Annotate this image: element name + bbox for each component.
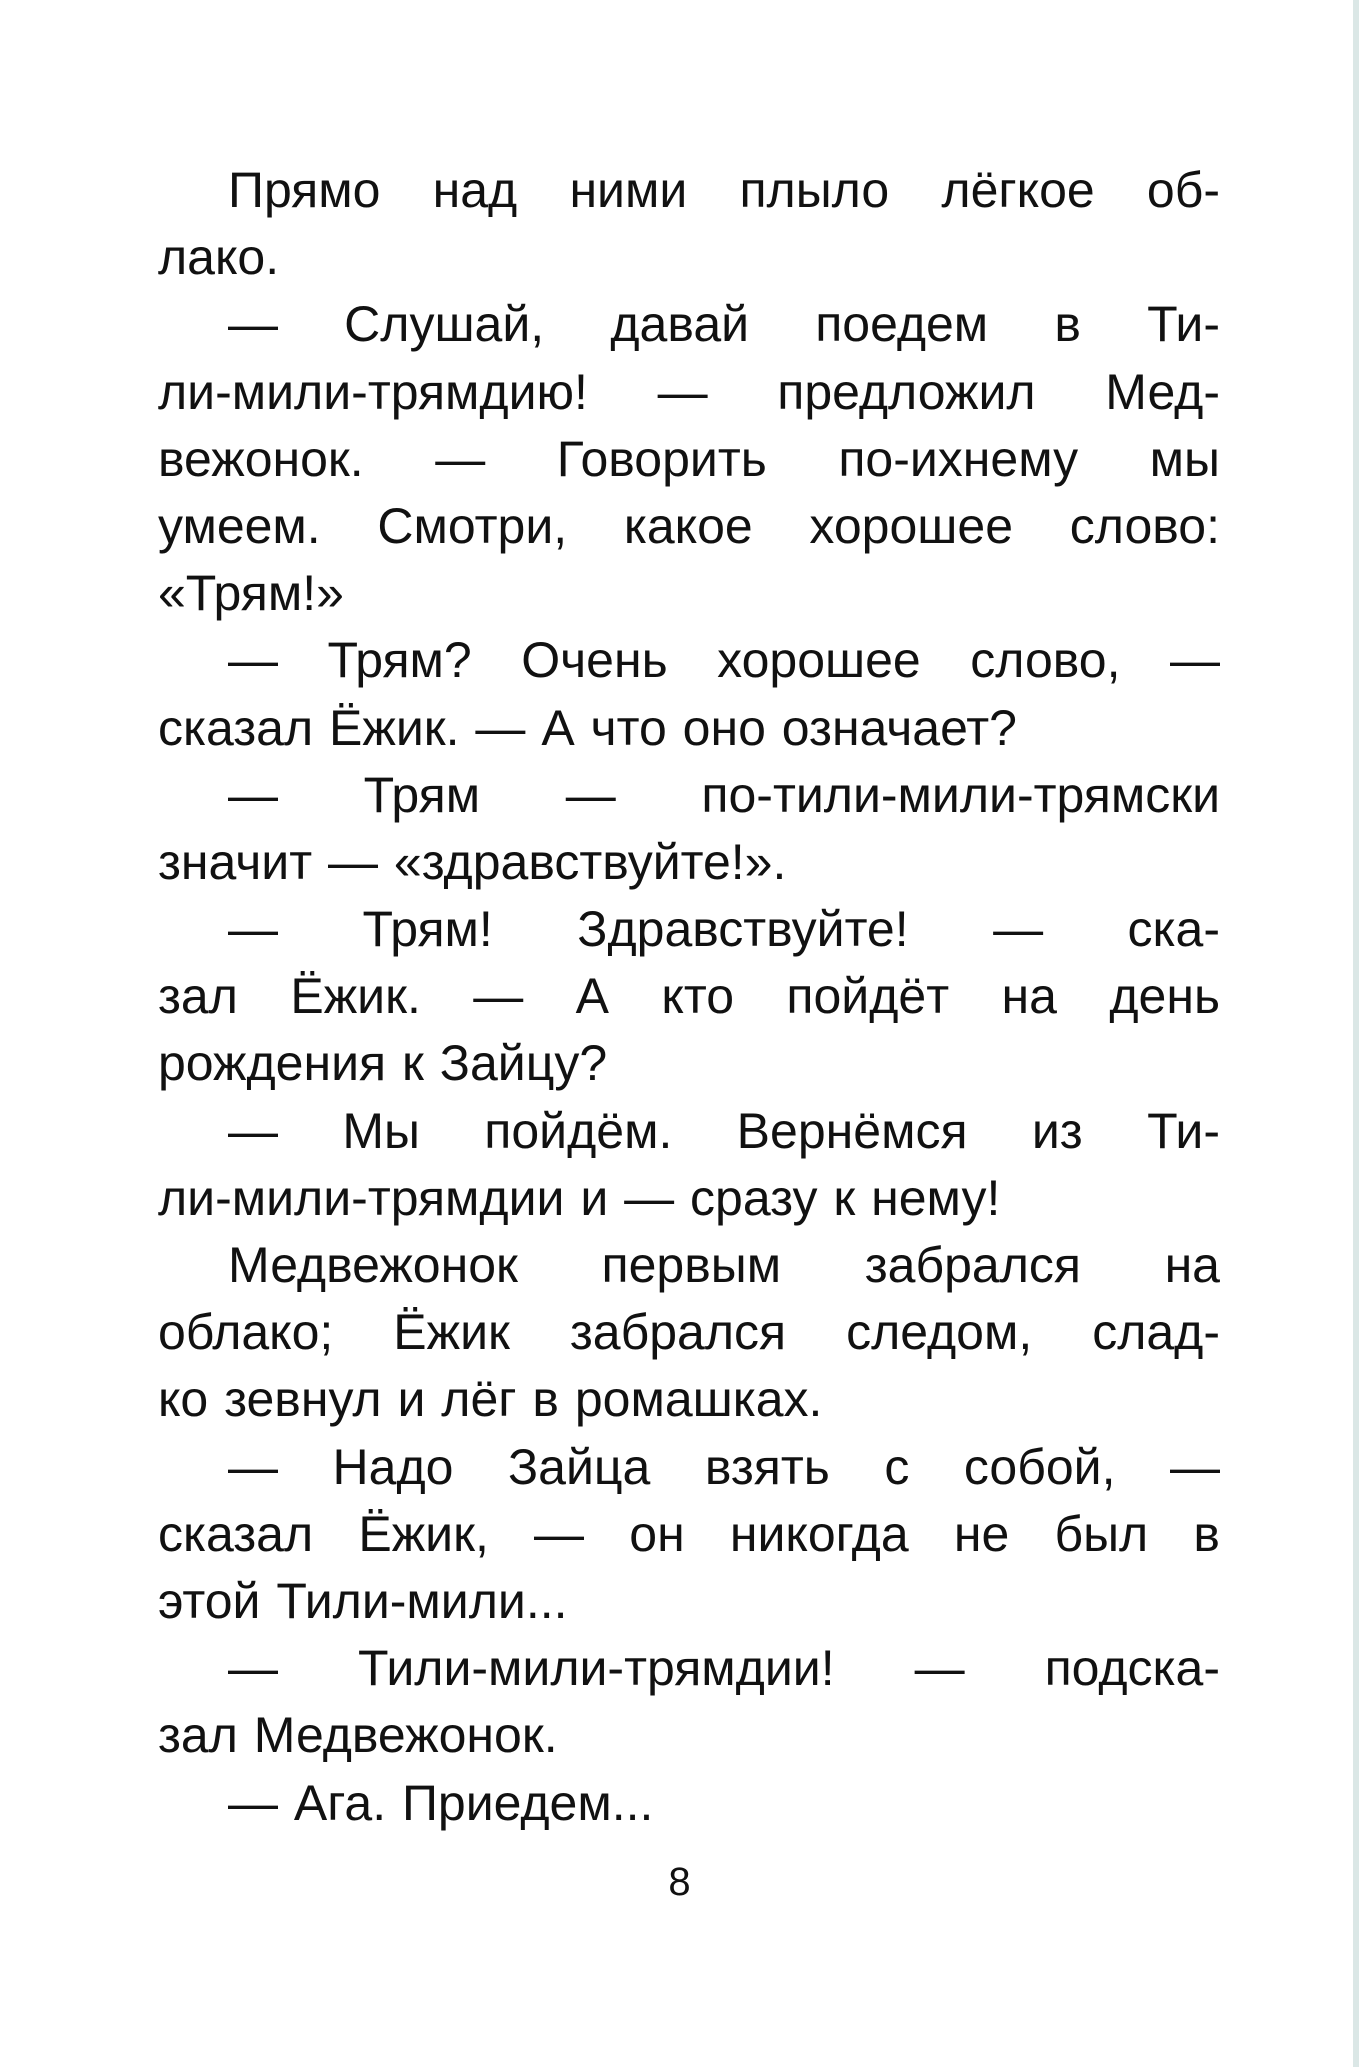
text-line: — Ага. Приедем...	[228, 1774, 654, 1831]
text-line: — Трям? Очень хорошее слово, —	[228, 632, 1220, 689]
text-line: ли-мили-трямдию! — предложил Мед-	[158, 363, 1220, 420]
page-edge-band	[1353, 0, 1359, 2067]
text-line: зал Медвежонок.	[158, 1707, 558, 1764]
text-line: — Трям! Здравствуйте! — ска-	[228, 901, 1220, 958]
text-line: — Слушай, давай поедем в Ти-	[228, 296, 1220, 353]
text-line: умеем. Смотри, какое хорошее слово:	[158, 497, 1220, 554]
text-line: рождения к Зайцу?	[158, 1035, 608, 1092]
text-line: Прямо над ними плыло лёгкое об-	[228, 162, 1220, 218]
text-line: этой Тили-мили...	[158, 1572, 568, 1629]
text-line: значит — «здравствуйте!».	[158, 833, 787, 890]
text-line: сказал Ёжик, — он никогда не был в	[158, 1505, 1220, 1562]
text-line: — Мы пойдём. Вернёмся из Ти-	[228, 1102, 1220, 1159]
text-line: «Трям!»	[158, 565, 344, 622]
text-line: лако.	[158, 229, 280, 286]
text-line: зал Ёжик. — А кто пойдёт на день	[158, 968, 1220, 1025]
text-line: ли-мили-трямдии и — сразу к нему!	[158, 1169, 1001, 1226]
page-number: 8	[668, 1860, 691, 1904]
text-line: — Надо Зайца взять с собой, —	[228, 1438, 1220, 1495]
text-line: облако; Ёжик забрался следом, слад-	[158, 1304, 1220, 1361]
text-line: Медвежонок первым забрался на	[228, 1237, 1220, 1293]
text-line: ко зевнул и лёг в ромашках.	[158, 1371, 823, 1428]
body-text	[158, 157, 1220, 1837]
text-line: вежонок. — Говорить по-ихнему мы	[158, 430, 1220, 487]
text-line: — Тили-мили-трямдии! — подска-	[228, 1640, 1220, 1697]
text-line: сказал Ёжик. — А что оно означает?	[158, 699, 1017, 756]
text-line: — Трям — по-тили-мили-трямски	[228, 766, 1220, 823]
